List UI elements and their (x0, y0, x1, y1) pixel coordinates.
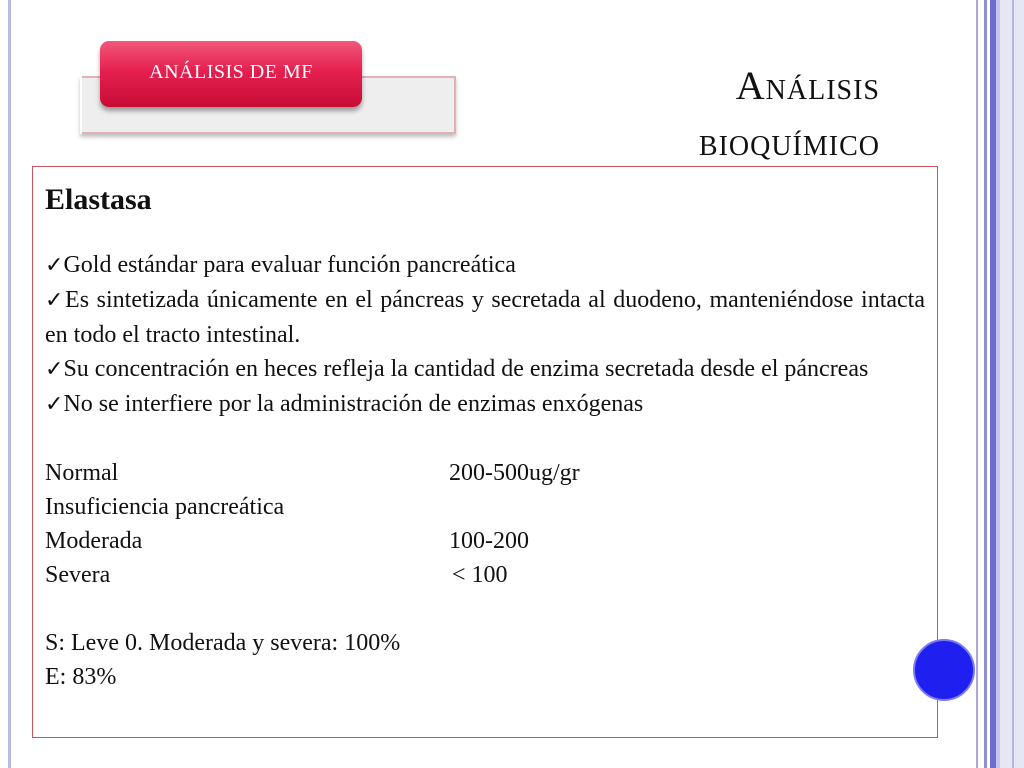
reference-label: Moderada (45, 528, 143, 554)
reference-table (45, 456, 925, 592)
stats-line: S: Leve 0. Moderada y severa: 100% (45, 630, 401, 656)
blue-circle-decoration (913, 639, 975, 701)
check-icon: ✓ (45, 253, 64, 278)
reference-value (449, 490, 925, 524)
right-edge-stripes (976, 0, 1024, 768)
title-line-2: bioquímico (698, 119, 880, 164)
reference-value: 200-500ug/gr (449, 460, 580, 486)
bullet-list (45, 248, 925, 422)
check-icon: ✓ (45, 357, 64, 382)
reference-label: Insuficiencia pancreática (45, 494, 285, 520)
left-rule (8, 0, 11, 768)
reference-label: Severa (45, 562, 111, 588)
bullet-item: ✓Es sintetizada únicamente en el páncreas y secretada al duodeno, manteniéndose intacta en todo el tracto intestinal. (45, 287, 926, 348)
slide-title (560, 58, 880, 170)
section-tab (100, 41, 362, 107)
reference-value: 100-200 (449, 528, 529, 554)
section-tab-label: ANÁLISIS DE MF (149, 60, 313, 83)
content-body (45, 180, 925, 694)
reference-row (45, 456, 925, 490)
content-heading: Elastasa (45, 183, 152, 216)
reference-row (45, 490, 925, 524)
bullet-item: ✓Su concentración en heces refleja la cantidad de enzima secretada desde el páncreas (45, 356, 869, 382)
reference-row (45, 558, 925, 592)
reference-row (45, 524, 925, 558)
title-line-1: Análisis (735, 63, 880, 108)
check-icon: ✓ (45, 392, 64, 417)
reference-value: < 100 (452, 562, 508, 588)
bullet-item: ✓Gold estándar para evaluar función pancreática (45, 252, 516, 278)
check-icon: ✓ (45, 288, 66, 313)
stats-line: E: 83% (45, 664, 117, 690)
bullet-item: ✓No se interfiere por la administración de enzimas enxógenas (45, 391, 644, 417)
reference-label: Normal (45, 460, 119, 486)
